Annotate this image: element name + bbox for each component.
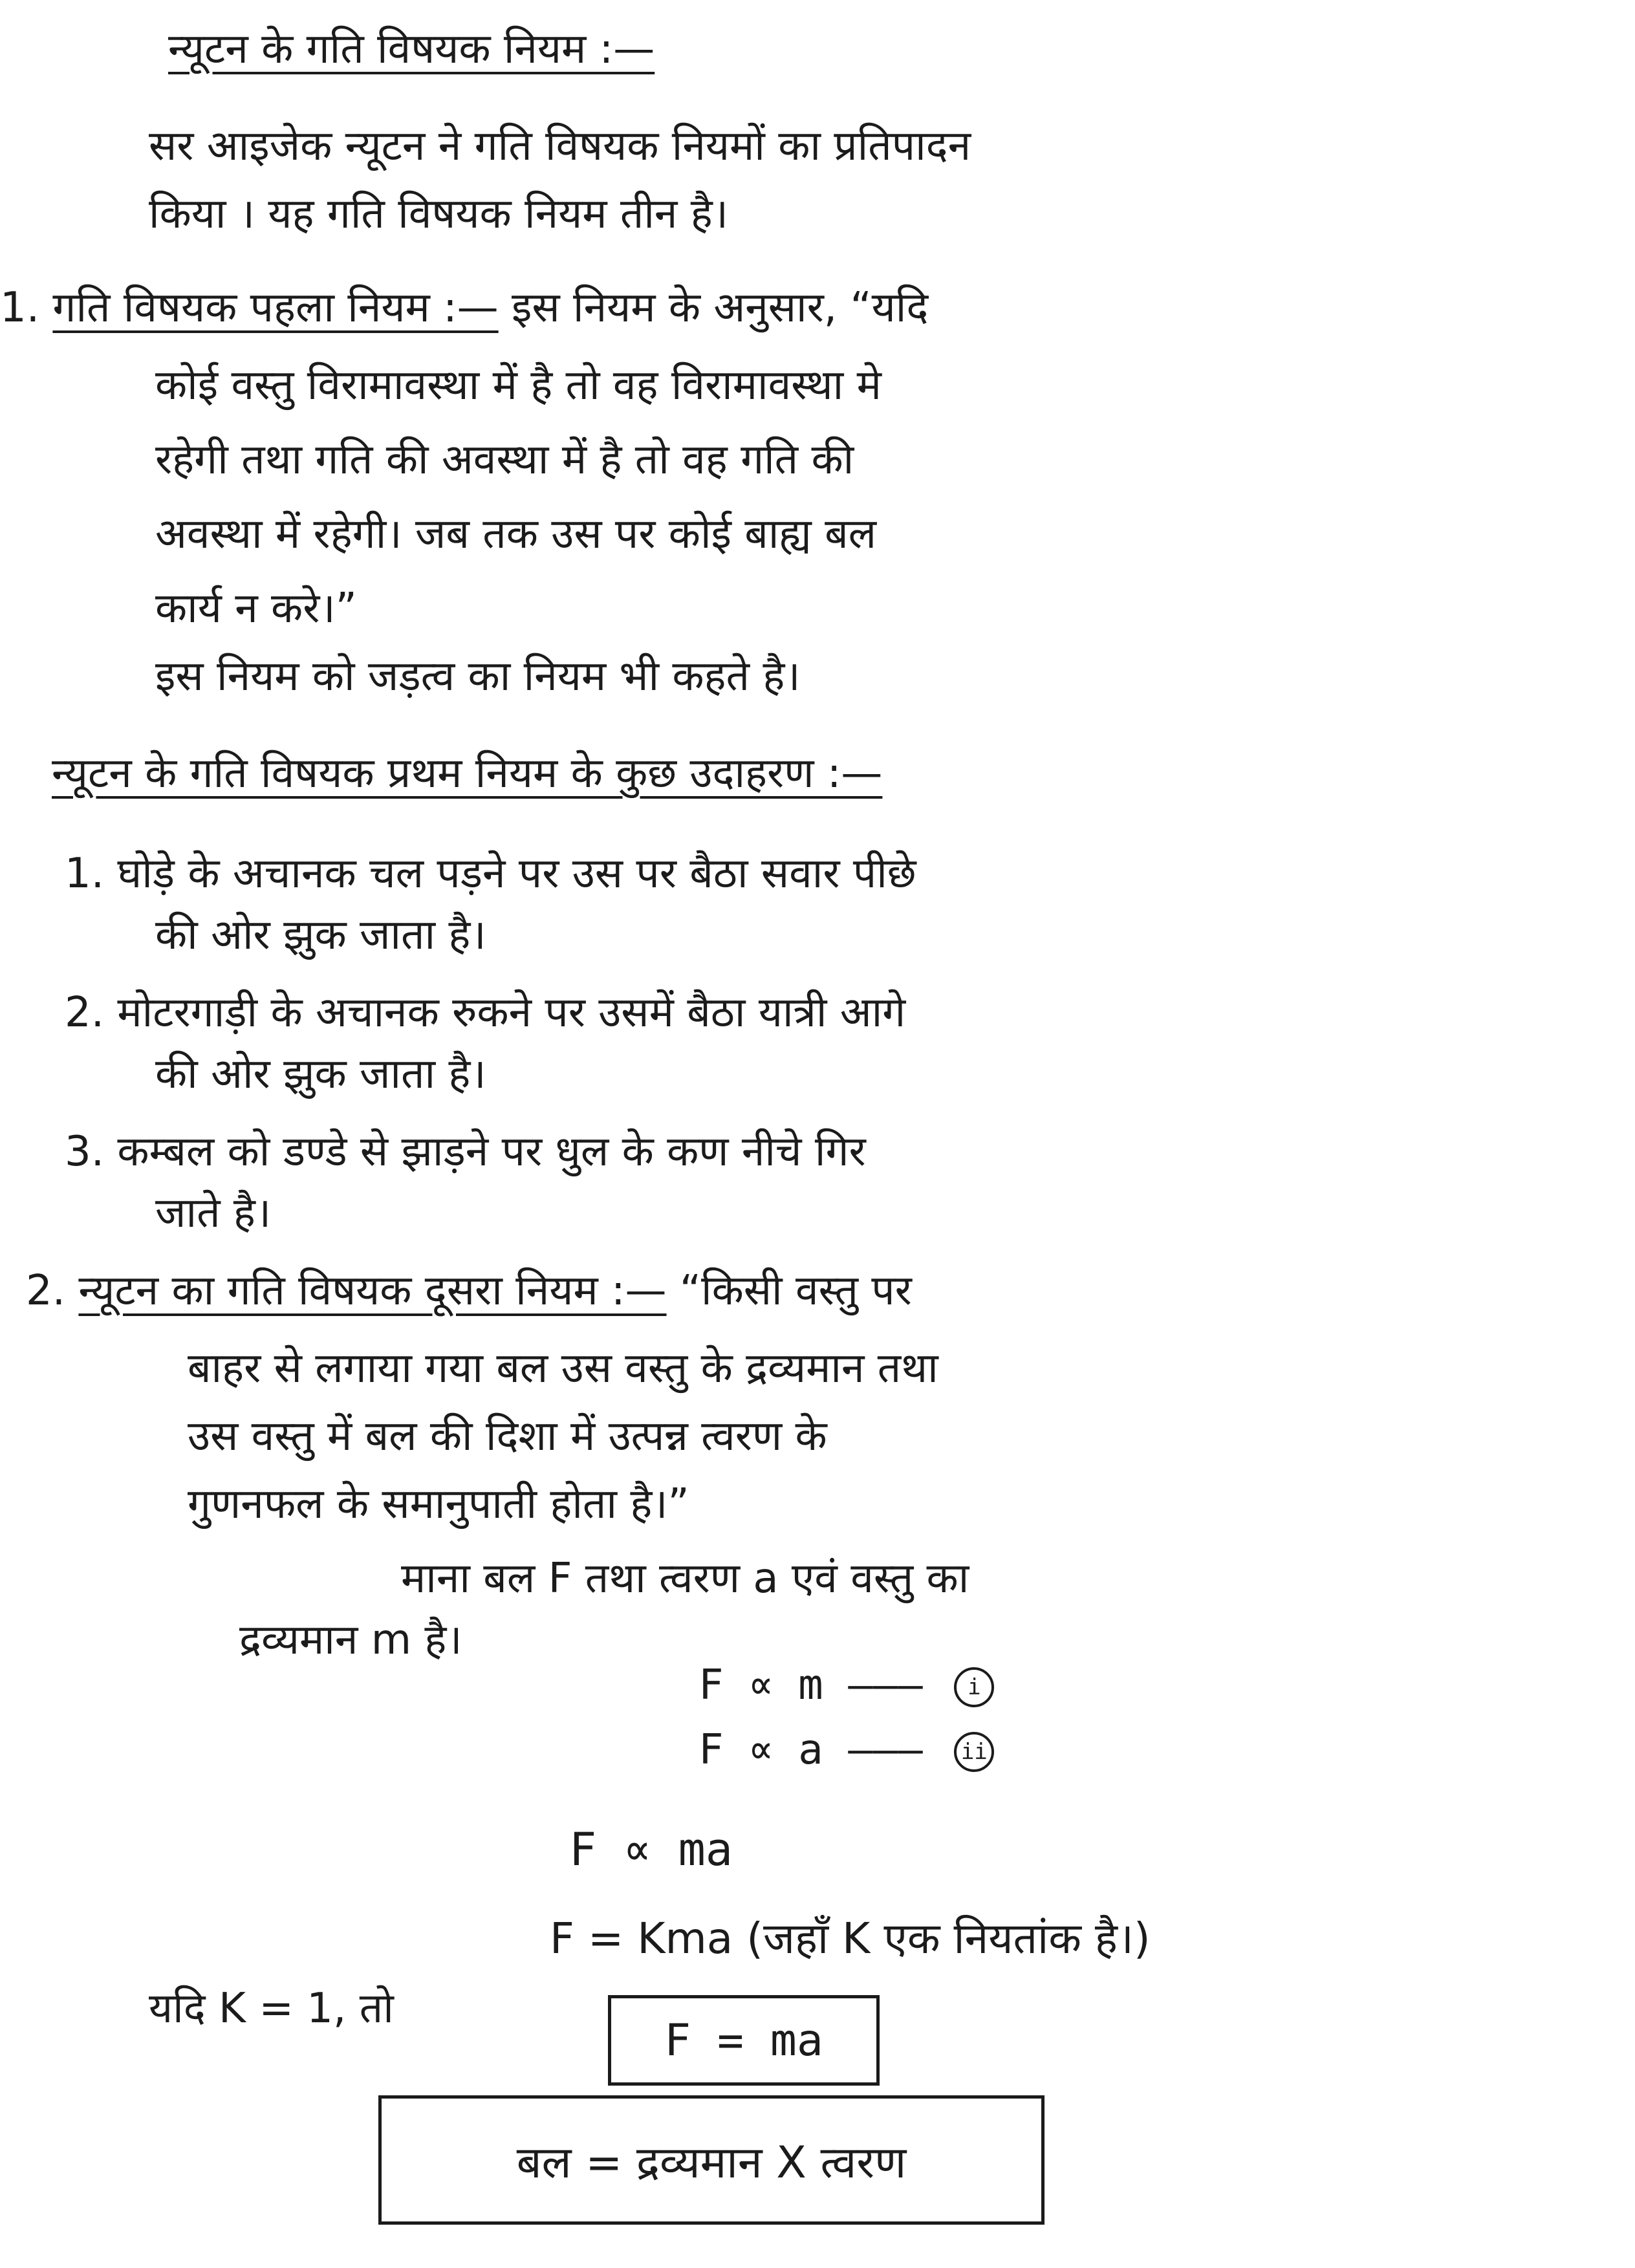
equation-1-tag: i xyxy=(954,1667,994,1707)
law1-line-5: कार्य न करे।” xyxy=(155,585,357,632)
assume-line-2: द्रव्यमान m है। xyxy=(239,1616,462,1664)
law2-line-1 xyxy=(26,1268,912,1315)
law1-line-2: कोई वस्तु विरामावस्था में है तो वह विरामावस्था मे xyxy=(155,362,882,409)
example-2-line-1 xyxy=(65,989,905,1037)
example-3-line-1 xyxy=(65,1129,866,1176)
example-1-line-2: की ओर झुक जाता है। xyxy=(155,911,486,959)
boxed-words-text: बल = द्रव्यमान X त्वरण xyxy=(516,2137,907,2188)
equation-4: F = Kma (जहाँ K एक नियतांक है।) xyxy=(550,1914,1151,1963)
law2-title: न्यूटन का गति विषयक दूसरा नियम :— xyxy=(78,1267,667,1315)
boxed-formula xyxy=(608,1995,880,2086)
example-2-text: मोटरगाड़ी के अचानक रुकने पर उसमें बैठा यात्री आगे xyxy=(117,989,906,1037)
equation-3: F ∝ ma xyxy=(569,1823,733,1876)
example-3-line-2: जाते है। xyxy=(155,1189,272,1237)
law1-line-3: रहेगी तथा गति की अवस्था में है तो वह गति की xyxy=(155,436,854,484)
law2-line-1-rest: “किसी वस्तु पर xyxy=(679,1267,912,1315)
if-k-equals-one: यदि K = 1, तो xyxy=(149,1985,394,2033)
equation-1-text: F ∝ m ——— xyxy=(698,1661,923,1709)
intro-line-1: सर आइजेक न्यूटन ने गति विषयक नियमों का प्रतिपादन xyxy=(149,122,971,170)
example-3-text: कम्बल को डण्डे से झाड़ने पर धुल के कण नीचे गिर xyxy=(117,1128,866,1176)
equation-2-tag: ii xyxy=(954,1732,994,1772)
examples-title: न्यूटन के गति विषयक प्रथम नियम के कुछ उदाहरण :— xyxy=(52,750,883,797)
equation-2 xyxy=(698,1727,994,1775)
example-1-line-1 xyxy=(65,850,916,898)
law2-number: 2. xyxy=(26,1267,66,1315)
example-1-number: 1. xyxy=(65,850,105,898)
example-2-number: 2. xyxy=(65,989,105,1037)
law1-line-6: इस नियम को जड़त्व का नियम भी कहते है। xyxy=(155,653,801,700)
assume-line-1: माना बल F तथा त्वरण a एवं वस्तु का xyxy=(401,1555,969,1603)
law2-line-4: गुणनफल के समानुपाती होता है।” xyxy=(188,1480,689,1528)
law1-line-1 xyxy=(0,285,928,332)
example-3-number: 3. xyxy=(65,1128,105,1176)
equation-2-text: F ∝ a ——— xyxy=(698,1726,923,1774)
boxed-formula-text: F = ma xyxy=(664,2014,823,2066)
example-2-line-2: की ओर झुक जाता है। xyxy=(155,1050,486,1098)
law2-line-3: उस वस्तु में बल की दिशा में उत्पन्न त्वरण के xyxy=(188,1412,827,1460)
equation-1 xyxy=(698,1662,994,1710)
law1-line-4: अवस्था में रहेगी। जब तक उस पर कोई बाह्य बल xyxy=(155,510,877,558)
example-1-text: घोड़े के अचानक चल पड़ने पर उस पर बैठा सवार पीछे xyxy=(117,850,916,898)
boxed-words xyxy=(378,2095,1045,2225)
page-heading: न्यूटन के गति विषयक नियम :— xyxy=(168,25,655,73)
law2-line-2: बाहर से लगाया गया बल उस वस्तु के द्रव्यमान तथा xyxy=(188,1345,938,1392)
law1-line-1-rest: इस नियम के अनुसार, “यदि xyxy=(512,284,929,332)
intro-line-2: किया । यह गति विषयक नियम तीन है। xyxy=(149,190,729,238)
law1-title: गति विषयक पहला नियम :— xyxy=(52,284,499,332)
law1-number: 1. xyxy=(0,284,40,332)
